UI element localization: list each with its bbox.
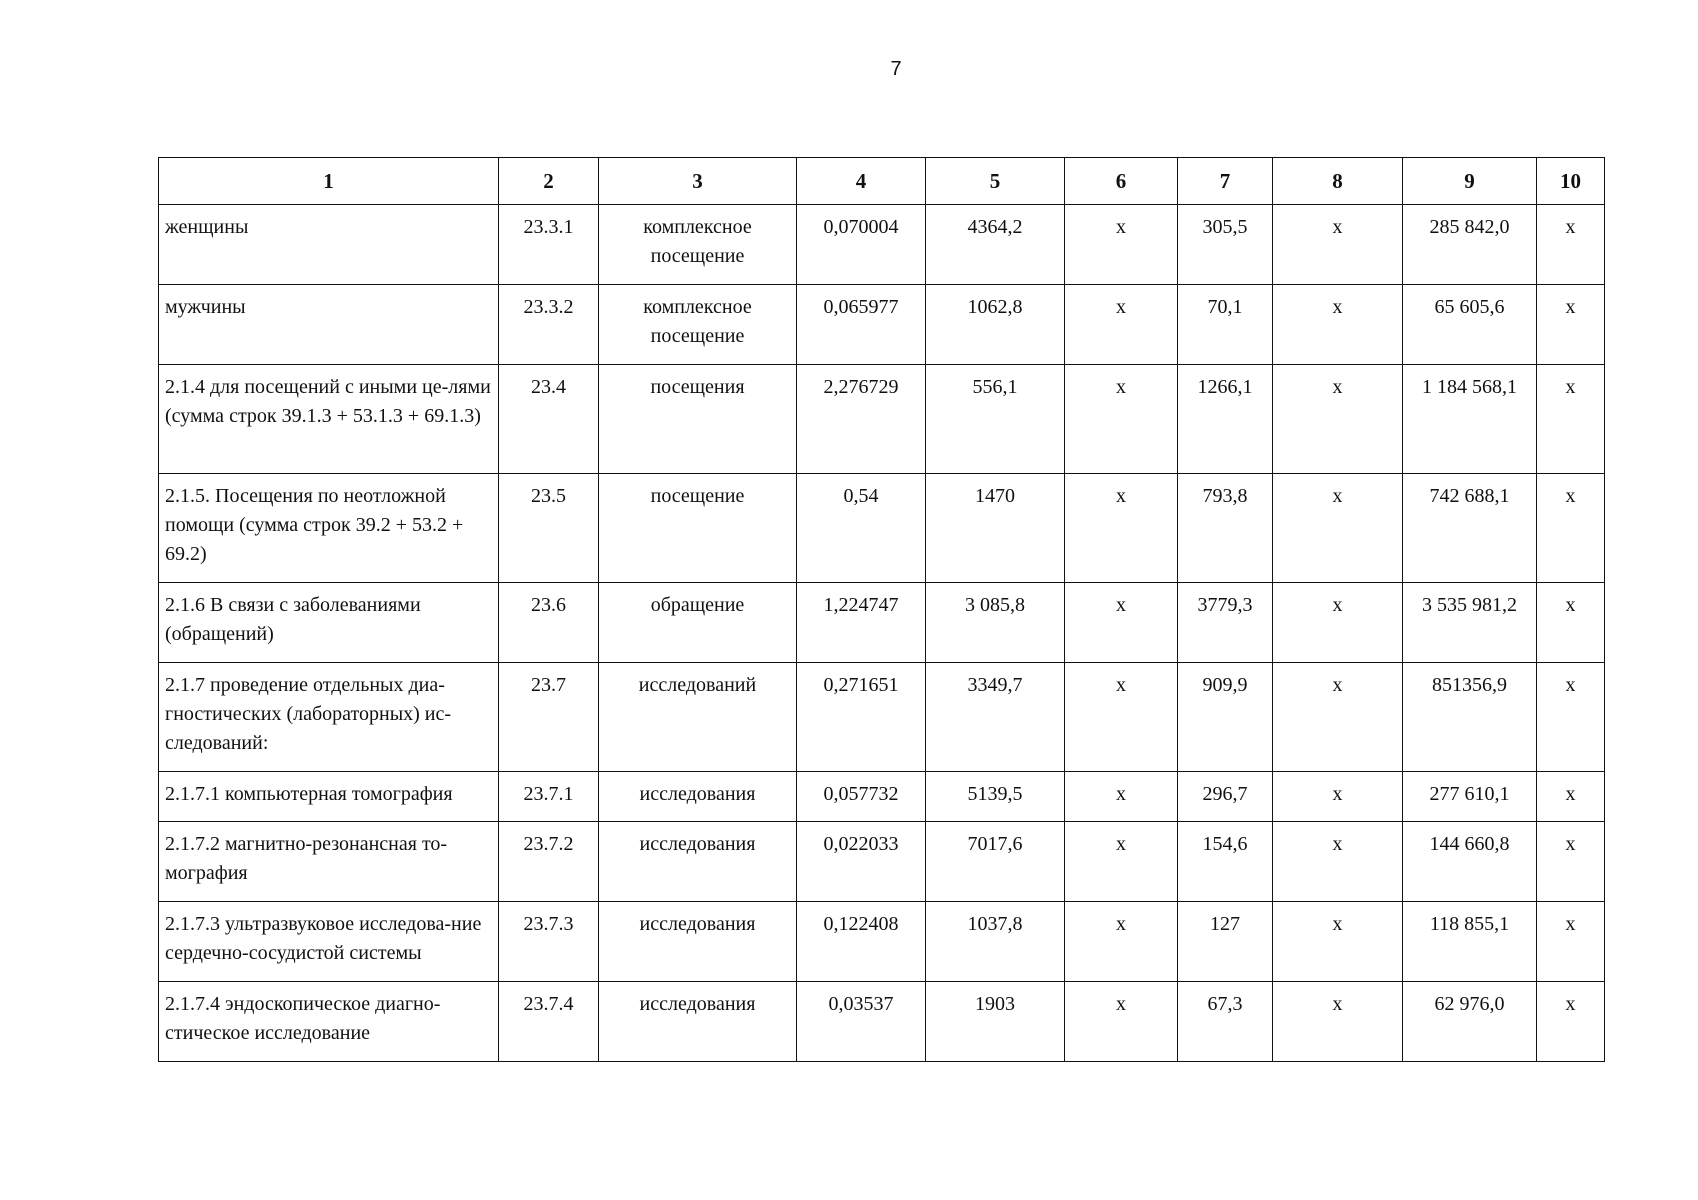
table-row (159, 902, 1605, 982)
table-cell: 0,022033 (797, 822, 926, 902)
table-cell: x (1065, 285, 1178, 365)
table-cell: 3 535 981,2 (1403, 583, 1537, 663)
column-header-1: 1 (159, 158, 499, 205)
table-row (159, 474, 1605, 583)
column-header-5: 5 (926, 158, 1065, 205)
table-cell: x (1537, 902, 1605, 982)
table-cell: 1,224747 (797, 583, 926, 663)
table-cell: 0,065977 (797, 285, 926, 365)
table-cell: x (1273, 772, 1403, 822)
table-cell: 793,8 (1178, 474, 1273, 583)
table-cell: 5139,5 (926, 772, 1065, 822)
row-name-cell: 2.1.7.2 магнитно-резонансная то-мография (159, 822, 499, 902)
table-cell: 23.7.3 (499, 902, 599, 982)
table-cell: 1 184 568,1 (1403, 365, 1537, 474)
table-cell: 23.7.4 (499, 982, 599, 1062)
row-name-cell: 2.1.4 для посещений с иными це-лями (сумма строк 39.1.3 + 53.1.3 + 69.1.3) (159, 365, 499, 474)
row-name-cell: 2.1.7.1 компьютерная томография (159, 772, 499, 822)
table-cell: 0,271651 (797, 663, 926, 772)
table-cell: 296,7 (1178, 772, 1273, 822)
table-cell: 909,9 (1178, 663, 1273, 772)
table-cell: 1062,8 (926, 285, 1065, 365)
table-cell: 23.7.2 (499, 822, 599, 902)
table-cell: x (1065, 205, 1178, 285)
table-cell: 23.3.2 (499, 285, 599, 365)
table-cell: 305,5 (1178, 205, 1273, 285)
table-cell: x (1065, 365, 1178, 474)
column-header-9: 9 (1403, 158, 1537, 205)
table-cell: x (1537, 663, 1605, 772)
table-cell: комплексное посещение (599, 205, 797, 285)
table-cell: x (1273, 663, 1403, 772)
table-cell: x (1065, 982, 1178, 1062)
table-cell: x (1065, 583, 1178, 663)
column-header-10: 10 (1537, 158, 1605, 205)
table-cell: 2,276729 (797, 365, 926, 474)
table-cell: x (1273, 902, 1403, 982)
table-cell: x (1273, 583, 1403, 663)
table-cell: 7017,6 (926, 822, 1065, 902)
table-cell: 0,070004 (797, 205, 926, 285)
table-cell: комплексное посещение (599, 285, 797, 365)
column-header-7: 7 (1178, 158, 1273, 205)
table-cell: 65 605,6 (1403, 285, 1537, 365)
table-cell: x (1273, 365, 1403, 474)
table-cell: 0,122408 (797, 902, 926, 982)
table-cell: 742 688,1 (1403, 474, 1537, 583)
table-cell: посещение (599, 474, 797, 583)
column-header-2: 2 (499, 158, 599, 205)
table-cell: обращение (599, 583, 797, 663)
row-name-cell: 2.1.7 проведение отдельных диа-гностических (лабораторных) ис-следований: (159, 663, 499, 772)
table-cell: исследования (599, 982, 797, 1062)
table-cell: посещения (599, 365, 797, 474)
row-name-cell: 2.1.7.3 ультразвуковое исследова-ние сердечно-сосудистой системы (159, 902, 499, 982)
table-cell: 67,3 (1178, 982, 1273, 1062)
table-cell: x (1065, 772, 1178, 822)
table-cell: 277 610,1 (1403, 772, 1537, 822)
table-cell: x (1273, 822, 1403, 902)
row-name-cell: 2.1.7.4 эндоскопическое диагно-стическое исследование (159, 982, 499, 1062)
table-cell: 3 085,8 (926, 583, 1065, 663)
table-header-row (159, 158, 1605, 205)
table-cell: x (1537, 583, 1605, 663)
row-name-cell: женщины (159, 205, 499, 285)
table-cell: x (1065, 663, 1178, 772)
data-table (158, 157, 1605, 1062)
table-cell: 0,03537 (797, 982, 926, 1062)
row-name-cell: 2.1.5. Посещения по неотложной помощи (сумма строк 39.2 + 53.2 + 69.2) (159, 474, 499, 583)
table-cell: 556,1 (926, 365, 1065, 474)
table-cell: 0,057732 (797, 772, 926, 822)
table-cell: 1470 (926, 474, 1065, 583)
table-cell: 118 855,1 (1403, 902, 1537, 982)
table-cell: 23.4 (499, 365, 599, 474)
table-cell: x (1537, 474, 1605, 583)
table-row (159, 365, 1605, 474)
column-header-8: 8 (1273, 158, 1403, 205)
table-cell: x (1537, 772, 1605, 822)
table-cell: 23.7.1 (499, 772, 599, 822)
table-cell: x (1537, 365, 1605, 474)
table-cell: 62 976,0 (1403, 982, 1537, 1062)
table-cell: x (1065, 902, 1178, 982)
table-cell: x (1065, 822, 1178, 902)
table-row (159, 663, 1605, 772)
table-row (159, 982, 1605, 1062)
table-cell: 3779,3 (1178, 583, 1273, 663)
table-cell: x (1273, 982, 1403, 1062)
table-cell: исследований (599, 663, 797, 772)
table-cell: 1266,1 (1178, 365, 1273, 474)
table-row (159, 772, 1605, 822)
table-cell: x (1537, 822, 1605, 902)
page-number: 7 (890, 58, 902, 80)
table-cell: x (1273, 205, 1403, 285)
table-cell: исследования (599, 772, 797, 822)
table-cell: 4364,2 (926, 205, 1065, 285)
table-cell: 1903 (926, 982, 1065, 1062)
table-cell: x (1537, 205, 1605, 285)
table-cell: 23.5 (499, 474, 599, 583)
table-cell: исследования (599, 822, 797, 902)
table-cell: 23.6 (499, 583, 599, 663)
table-row (159, 583, 1605, 663)
table-cell: x (1537, 982, 1605, 1062)
table-row (159, 285, 1605, 365)
table-cell: x (1537, 285, 1605, 365)
table-cell: x (1065, 474, 1178, 583)
column-header-3: 3 (599, 158, 797, 205)
table-cell: 23.7 (499, 663, 599, 772)
table-cell: 285 842,0 (1403, 205, 1537, 285)
table-cell: 127 (1178, 902, 1273, 982)
table-cell: 70,1 (1178, 285, 1273, 365)
table-cell: 1037,8 (926, 902, 1065, 982)
table-cell: исследования (599, 902, 797, 982)
table-cell: 23.3.1 (499, 205, 599, 285)
table-body (159, 205, 1605, 1062)
row-name-cell: мужчины (159, 285, 499, 365)
table-row (159, 822, 1605, 902)
table-cell: 144 660,8 (1403, 822, 1537, 902)
table-cell: 0,54 (797, 474, 926, 583)
table-row (159, 205, 1605, 285)
table-cell: 851356,9 (1403, 663, 1537, 772)
column-header-6: 6 (1065, 158, 1178, 205)
table-cell: 3349,7 (926, 663, 1065, 772)
table-cell: 154,6 (1178, 822, 1273, 902)
row-name-cell: 2.1.6 В связи с заболеваниями (обращений) (159, 583, 499, 663)
column-header-4: 4 (797, 158, 926, 205)
table-cell: x (1273, 285, 1403, 365)
table-cell: x (1273, 474, 1403, 583)
